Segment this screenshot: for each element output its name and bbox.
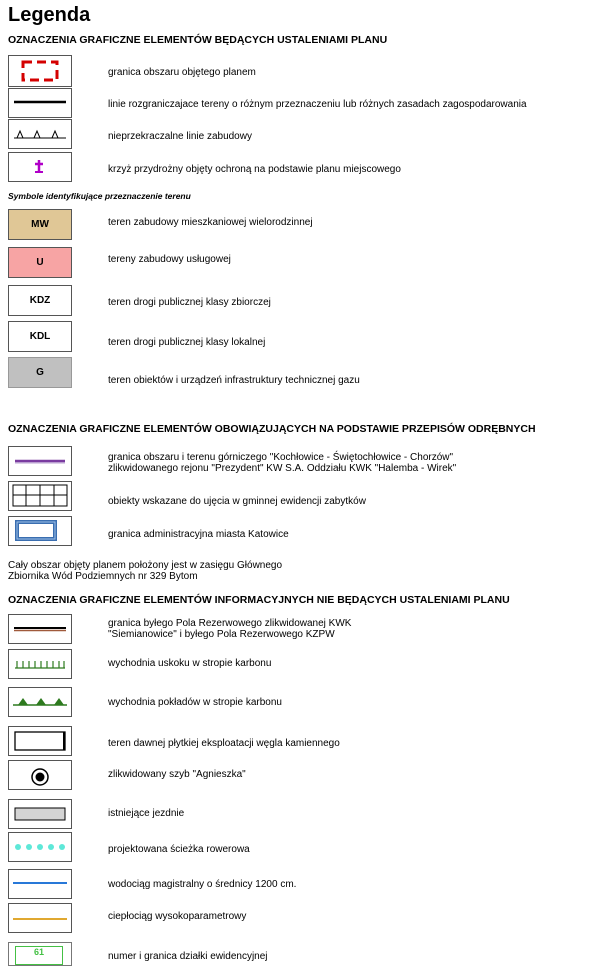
label-u: tereny zabudowy usługowej xyxy=(108,254,231,265)
note-groundwater-line2: Zbiornika Wód Podziemnych nr 329 Bytom xyxy=(8,571,198,582)
symbol-u xyxy=(8,247,72,278)
symbol-kdl xyxy=(8,321,72,352)
label-building-line: nieprzekraczalne linie zabudowy xyxy=(108,131,252,142)
label-bike-path: projektowana ścieżka rowerowa xyxy=(108,844,250,855)
label-mw: teren zabudowy mieszkaniowej wielorodzinnej xyxy=(108,217,313,228)
symbol-katowice-boundary xyxy=(8,516,72,546)
section-heading-plan: OZNACZENIA GRAFICZNE ELEMENTÓW BĘDĄCYCH USTALENIAMI PLANU xyxy=(8,34,388,46)
symbol-parcel xyxy=(8,942,72,966)
label-kdl: teren drogi publicznej klasy lokalnej xyxy=(108,337,266,348)
bike-path-dot xyxy=(15,844,21,850)
section-heading-separate-regulations: OZNACZENIA GRAFICZNE ELEMENTÓW OBOWIĄZUJĄCYCH NA PODSTAWIE PRZEPISÓW ODRĘBNYCH xyxy=(8,423,536,435)
symbol-kdz xyxy=(8,285,72,316)
label-shallow-mining: teren dawnej płytkiej eksploatacji węgla kamiennego xyxy=(108,738,340,749)
symbol-heating-pipe xyxy=(8,903,72,933)
bike-path-dot xyxy=(48,844,54,850)
label-shaft: zlikwidowany szyb "Agnieszka" xyxy=(108,769,246,780)
symbol-shallow-mining xyxy=(8,726,72,756)
symbol-fault-outcrop xyxy=(8,649,72,679)
label-parcel: numer i granica działki ewidencyjnej xyxy=(108,951,268,962)
code-mw: MW xyxy=(31,219,49,230)
label-plan-boundary: granica obszaru objętego planem xyxy=(108,67,256,78)
label-cross: krzyż przydrożny objęty ochroną na podstawie planu miejscowego xyxy=(108,164,401,175)
symbol-building-line xyxy=(8,119,72,149)
symbol-mw xyxy=(8,209,72,240)
label-heritage-objects: obiekty wskazane do ujęcia w gminnej ewidencji zabytków xyxy=(108,496,366,507)
code-kdl: KDL xyxy=(29,331,51,342)
symbol-roadways xyxy=(8,799,72,829)
label-water-main: wodociąg magistralny o średnicy 1200 cm. xyxy=(108,879,297,890)
label-heating-pipe: ciepłociąg wysokoparametrowy xyxy=(108,911,247,922)
label-fault-outcrop: wychodnia uskoku w stropie karbonu xyxy=(108,658,272,669)
symbol-plan-boundary xyxy=(8,55,72,87)
code-parcel: 61 xyxy=(33,947,44,957)
label-mining-area-line2: zlikwidowanego rejonu "Prezydent" KW S.A. Oddziału KWK "Halemba - Wirek" xyxy=(108,463,457,474)
label-g: teren obiektów i urządzeń infrastruktury technicznej gazu xyxy=(108,375,360,386)
symbol-g xyxy=(8,357,72,388)
symbol-heritage-objects xyxy=(8,481,72,511)
bike-path-dot xyxy=(37,844,43,850)
label-reserve-field-line2: "Siemianowice" i byłego Pola Rezerwowego KZPW xyxy=(108,629,335,640)
bike-path-dot xyxy=(26,844,32,850)
legend-title: Legenda xyxy=(8,4,91,26)
symbol-shaft xyxy=(8,760,72,790)
note-groundwater-line1: Cały obszar objęty planem położony jest w zasięgu Głównego xyxy=(8,560,283,571)
symbol-seam-outcrop xyxy=(8,687,72,717)
symbol-cross xyxy=(8,152,72,182)
symbol-reserve-field xyxy=(8,614,72,644)
subheading-land-use-symbols: Symbole identyfikujące przeznaczenie terenu xyxy=(8,191,191,201)
code-kdz: KDZ xyxy=(29,295,51,306)
symbol-bike-path xyxy=(8,832,72,862)
label-demarcation-line: linie rozgraniczajace tereny o różnym przeznaczeniu lub różnych zasadach zagospodarowania xyxy=(108,99,527,110)
label-seam-outcrop: wychodnia pokładów w stropie karbonu xyxy=(108,697,282,708)
symbol-mining-area xyxy=(8,446,72,476)
symbol-water-main xyxy=(8,869,72,899)
label-katowice-boundary: granica administracyjna miasta Katowice xyxy=(108,529,289,540)
bike-path-dot xyxy=(59,844,65,850)
label-roadways: istniejące jezdnie xyxy=(108,808,185,819)
label-mining-area-line1: granica obszaru i terenu górniczego "Kochłowice - Świętochłowice - Chorzów" xyxy=(108,452,454,463)
code-u: U xyxy=(36,257,44,268)
label-kdz: teren drogi publicznej klasy zbiorczej xyxy=(108,297,271,308)
code-g: G xyxy=(36,367,44,378)
section-heading-informational: OZNACZENIA GRAFICZNE ELEMENTÓW INFORMACYJNYCH NIE BĘDĄCYCH USTALENIAMI PLANU xyxy=(8,594,510,606)
symbol-demarcation-line xyxy=(8,88,72,118)
label-reserve-field-line1: granica byłego Pola Rezerwowego zlikwidowanej KWK xyxy=(108,618,352,629)
